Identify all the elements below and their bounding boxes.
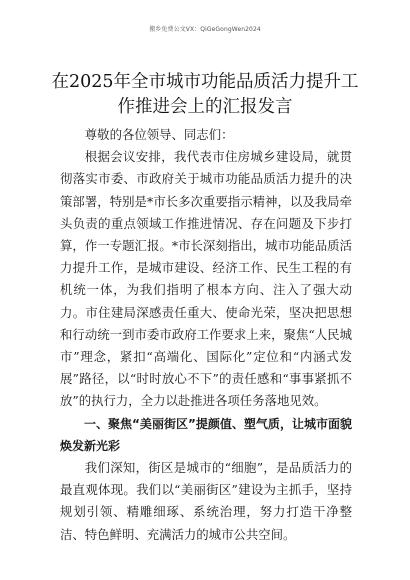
- salutation: 尊敬的各位领导、同志们：: [84, 127, 234, 142]
- body-paragraph: 根据会议安排，我代表市住房城乡建设局，就贯彻落实市委、市政府关于城市功能品质活力提升的决策部署，特别是*市长多次重要指示精神，以及我局牵头负责的重点领域工作推进情况、存在问题及下步打算，作一专题汇报。*市长深刻指出，城市功能品质活力提升工作，是城市建设、经济工作、民生工程的有机统一体，为我们指明了根本方向、注入了强大动力。市住建局深感责任重大、使命光荣，坚决把思想和行动统一到市委市政府工作要求上来，聚焦“人民城市”理念，紧扣“高端化、国际化”定位和“内涵式发展”路径，以“时时放心不下”的责任感和“事事紧抓不放”的执行力，全力以赴推进各项任务落地见效。: [60, 149, 352, 409]
- header-note: 搬乡免费公文VX：QiGeGongWen2024: [149, 26, 261, 33]
- document-title: 在2025年全市城市功能品质活力提升工作推进会上的汇报发言: [51, 72, 359, 117]
- section-paragraph: 我们深知，街区是城市的“细胞”，是品质活力的最直观体现。我们以“美丽街区”建设为主抓手，坚持规划引领、精雕细琢、系统治理，努力打造干净整洁、特色鲜明、充满活力的城市公共空间。: [60, 460, 352, 542]
- section-heading: 一、聚焦“美丽街区”提颜值、塑气质，让城市面貌焕发新光彩: [60, 416, 352, 453]
- document-body: [60, 124, 352, 546]
